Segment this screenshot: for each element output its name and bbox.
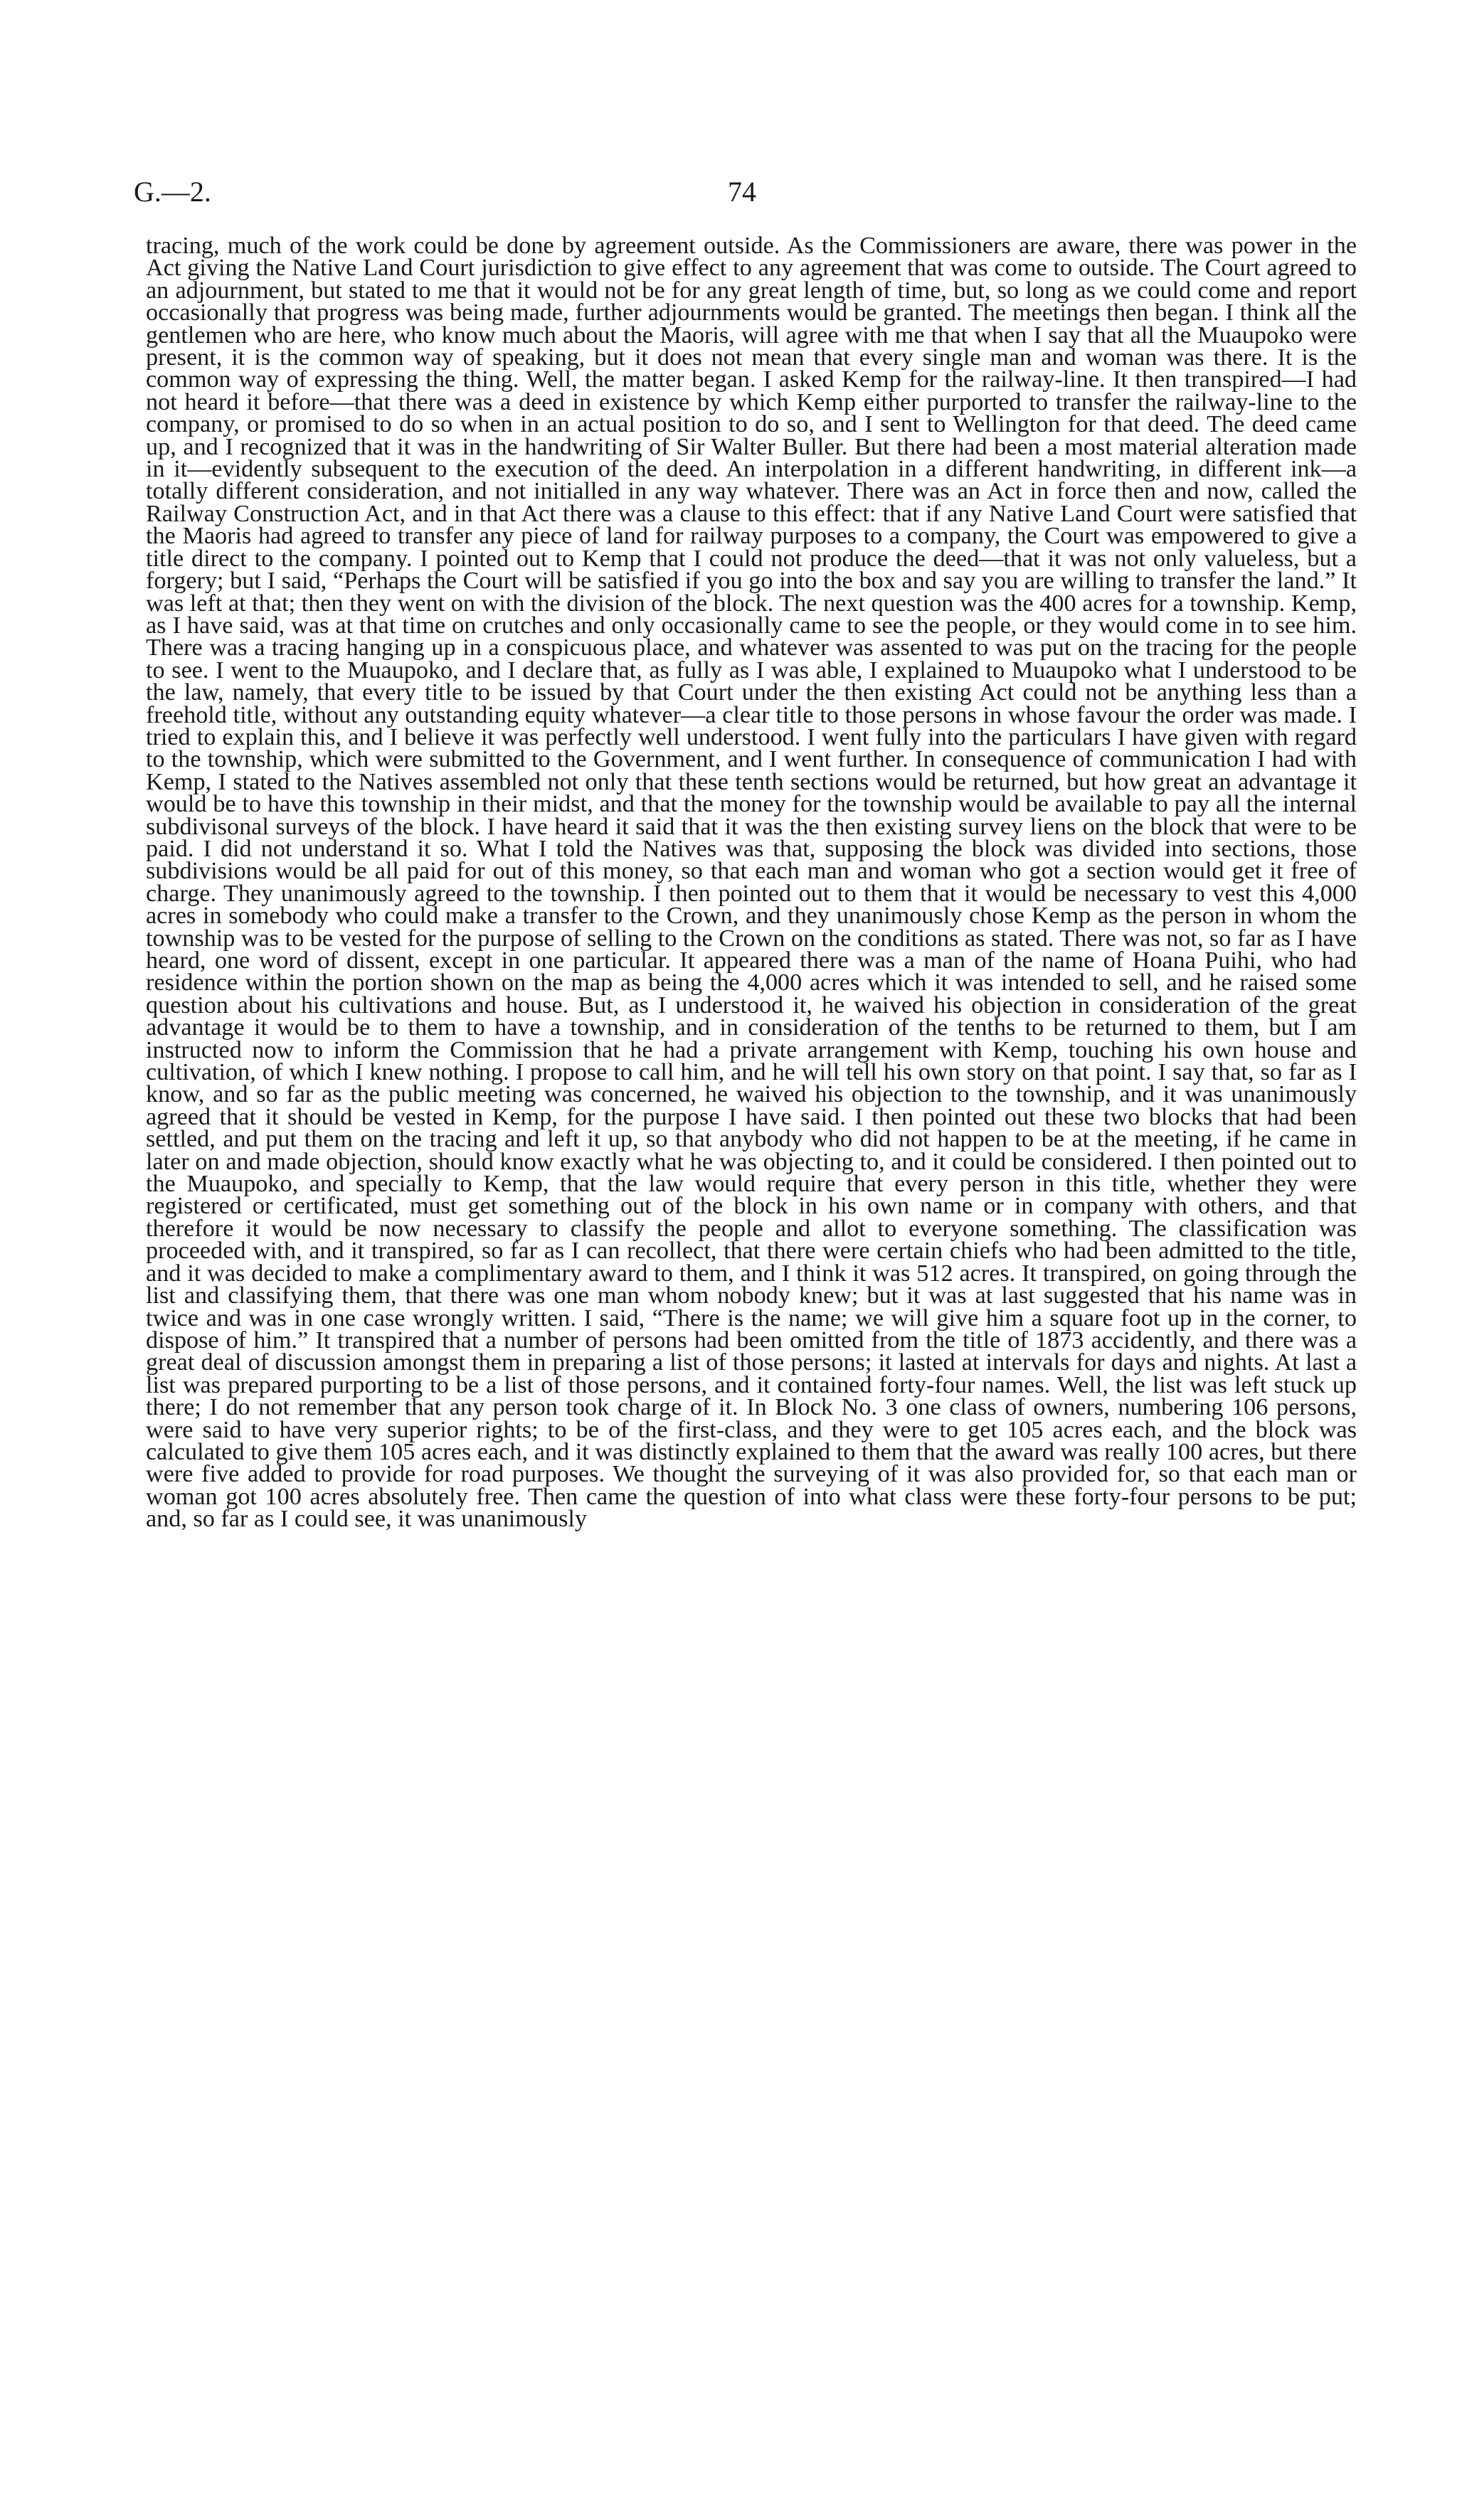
- document-reference: G.—2.: [134, 176, 211, 208]
- page-number: 74: [728, 176, 756, 208]
- page-header: [134, 171, 1350, 213]
- body-paragraph: tracing, much of the work could be done by agreement outside. As the Commissioners are aware, there was power in the Act giving the Native Land Court jurisdiction to give effect to any agreement that was come to outside. The Court agreed to an adjournment, but stated to me that it would not be for any great length of time, but, so long as we could come and report occasionally that progress was being made, further adjournments would be granted. The meetings then began. I think all the gentlemen who are here, who know much about the Maoris, will agree with me that when I say that all the Muaupoko were present, it is the common way of speaking, but it does not mean that every single man and woman was there. It is the common way of expressing the thing. Well, the matter began. I asked Kemp for the railway-line. It then transpired—I had not heard it before—that there was a deed in existence by which Kemp either purported to transfer the railway-line to the company, or promised to do so when in an actual position to do so, and I sent to Wellington for that deed. The deed came up, and I recognized that it was in the handwriting of Sir Walter Buller. But there had been a most material alteration made in it—evidently subsequent to the execution of the deed. An interpolation in a different handwriting, in different ink—a totally different consideration, and not initialled in any way whatever. There was an Act in force then and now, called the Railway Construction Act, and in that Act there was a clause to this effect: that if any Native Land Court were satisfied that the Maoris had agreed to transfer any piece of land for railway purposes to a company, the Court was empowered to give a title direct to the company. I pointed out to Kemp that I could not produce the deed—that it was not only valueless, but a forgery; but I said, “Perhaps the Court will be satisfied if you go into the box and say you are willing to transfer the land.” It was left at that; then they went on with the division of the block. The next question was the 400 acres for a township. Kemp, as I have said, was at that time on crutches and only occasionally came to see the people, or they would come in to see him. There was a tracing hanging up in a conspicuous place, and whatever was assented to was put on the tracing for the people to see. I went to the Muaupoko, and I declare that, as fully as I was able, I explained to Muaupoko what I understood to be the law, namely, that every title to be issued by that Court under the then existing Act could not be anything less than a freehold title, without any outstanding equity whatever—a clear title to those persons in whose favour the order was made. I tried to explain this, and I believe it was perfectly well understood. I went fully into the particulars I have given with regard to the township, which were submitted to the Government, and I went further. In consequence of communication I had with Kemp, I stated to the Natives assembled not only that these tenth sections would be returned, but how great an advantage it would be to have this township in their midst, and that the money for the township would be available to pay all the internal subdivisonal surveys of the block. I have heard it said that it was the then existing survey liens on the block that were to be paid. I did not understand it so. What I told the Natives was that, supposing the block was divided into sections, those subdivisions would be all paid for out of this money, so that each man and woman who got a section would get it free of charge. They unanimously agreed to the township. I then pointed out to them that it would be necessary to vest this 4,000 acres in somebody who could make a transfer to the Crown, and they unanimously chose Kemp as the person in whom the township was to be vested for the purpose of selling to the Crown on the conditions as stated. There was not, so far as I have heard, one word of dissent, except in one particular. It appeared there was a man of the name of Hoana Puihi, who had residence within the portion shown on the map as being the 4,000 acres which it was intended to sell, and he raised some question about his cultivations and house. But, as I understood it, he waived his objection in consideration of the great advantage it would be to them to have a township, and in consideration of the tenths to be returned to them, but I am instructed now to inform the Commission that he had a private arrangement with Kemp, touching his own house and cultivation, of which I knew nothing. I propose to call him, and he will tell his own story on that point. I say that, so far as I know, and so far as the public meeting was concerned, he waived his objection to the township, and it was unanimously agreed that it should be vested in Kemp, for the purpose I have said. I then pointed out these two blocks that had been settled, and put them on the tracing and left it up, so that anybody who did not happen to be at the meeting, if he came in later on and made objection, should know exactly what he was objecting to, and it could be considered. I then pointed out to the Muaupoko, and specially to Kemp, that the law would require that every person in this title, whether they were registered or certificated, must get something out of the block in his own name or in company with others, and that therefore it would be now necessary to classify the people and allot to everyone something. The classification was proceeded with, and it transpired, so far as I can recollect, that there were certain chiefs who had been admitted to the title, and it was decided to make a complimentary award to them, and I think it was 512 acres. It transpired, on going through the list and classifying them, that there was one man whom nobody knew; but it was at last suggested that his name was in twice and was in one case wrongly written. I said, “There is the name; we will give him a square foot up in the corner, to dispose of him.” It transpired that a number of persons had been omitted from the title of 1873 accidently, and there was a great deal of discussion amongst them in preparing a list of those persons; it lasted at intervals for days and nights. At last a list was prepared purporting to be a list of those persons, and it contained forty-four names. Well, the list was left stuck up there; I do not remember that any person took charge of it. In Block No. 3 one class of owners, numbering 106 persons, were said to have very superior rights; to be of the first-class, and they were to get 105 acres each, and the block was calculated to give them 105 acres each, and it was distinctly explained to them that the award was really 100 acres, but there were five added to provide for road purposes. We thought the surveying of it was also provided for, so that each man or woman got 100 acres absolutely free. Then came the question of into what class were these forty-four persons to be put; and, so far as I could see, it was unanimously: [146, 233, 1357, 1533]
